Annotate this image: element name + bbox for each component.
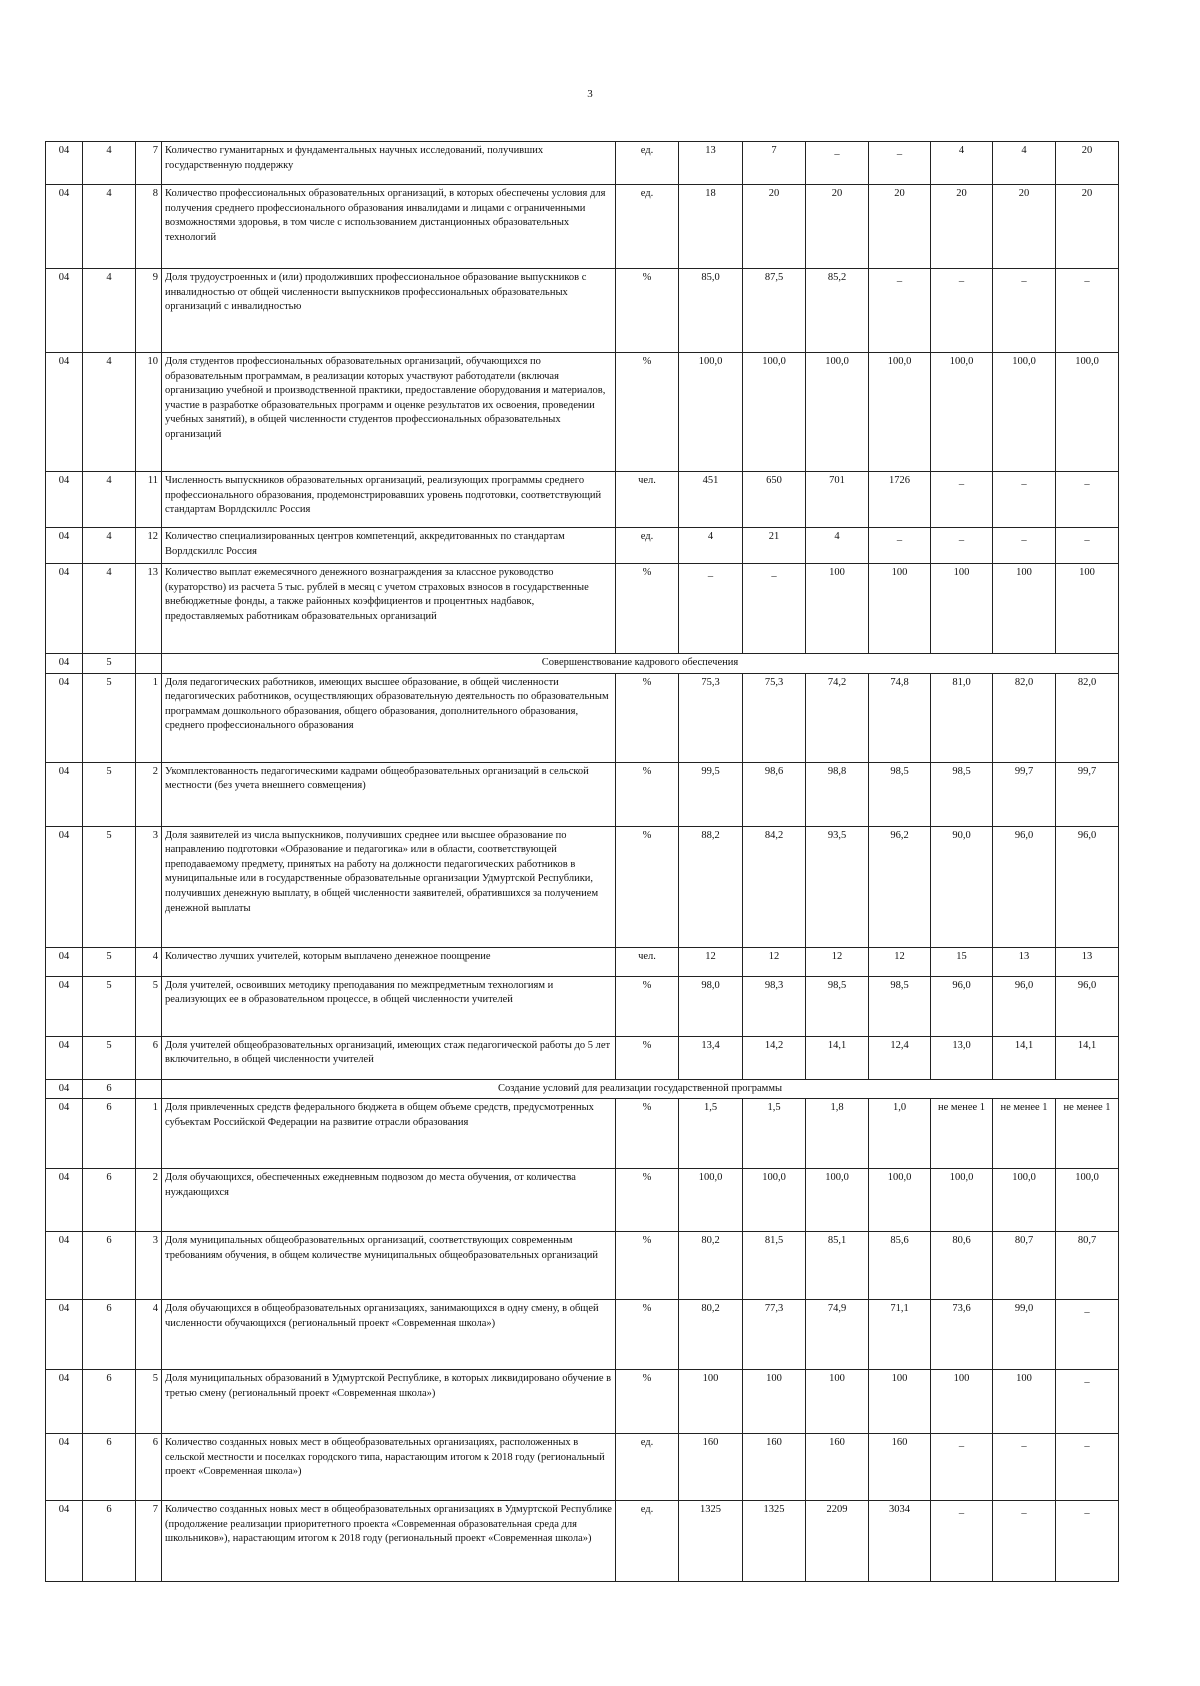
value-2023-cell: _ xyxy=(1056,1434,1119,1501)
unit-cell: чел. xyxy=(616,947,679,976)
value-2019-cell: 1,8 xyxy=(806,1099,869,1169)
indicator-name-cell: Количество выплат ежемесячного денежного вознаграждения за классное руководство (кураторство) из расчета 5 тыс. рублей в месяц с учетом страховых взносов в государственные внебюджетные фонды, а также районных коэффициентов и процентных надбавок, предоставляемых работникам образовательных организаций xyxy=(162,564,616,654)
value-2023-cell: _ xyxy=(1056,1501,1119,1582)
value-2018-cell: 87,5 xyxy=(743,269,806,353)
value-2017-cell: 1,5 xyxy=(679,1099,743,1169)
value-2017-cell: 12 xyxy=(679,947,743,976)
value-2018-cell: 160 xyxy=(743,1434,806,1501)
value-2022-cell: 100,0 xyxy=(993,1169,1056,1232)
value-2021-cell: 15 xyxy=(931,947,993,976)
value-2017-cell: 4 xyxy=(679,528,743,564)
indicator-name-cell: Численность выпускников образовательных организаций, реализующих программы среднего профессионального образования, продемонстрировавших уровень подготовки, соответствующий стандартам Ворлдскиллс Россия xyxy=(162,472,616,528)
value-2018-cell: 100 xyxy=(743,1370,806,1434)
value-2022-cell: 4 xyxy=(993,142,1056,185)
table-row xyxy=(46,947,1119,976)
value-2023-cell: не менее 1 xyxy=(1056,1099,1119,1169)
value-2021-cell: 98,5 xyxy=(931,762,993,826)
gp-code-cell: 04 xyxy=(46,826,83,947)
value-2017-cell: 100,0 xyxy=(679,353,743,472)
indicator-number-cell: 9 xyxy=(136,269,162,353)
unit-cell: ед. xyxy=(616,185,679,269)
value-2021-cell: _ xyxy=(931,1434,993,1501)
value-2018-cell: 7 xyxy=(743,142,806,185)
value-2018-cell: 98,3 xyxy=(743,976,806,1036)
unit-cell: % xyxy=(616,1300,679,1370)
table-row xyxy=(46,353,1119,472)
value-2020-cell: 98,5 xyxy=(869,976,931,1036)
value-2019-cell: 4 xyxy=(806,528,869,564)
value-2020-cell: 20 xyxy=(869,185,931,269)
value-2021-cell: 4 xyxy=(931,142,993,185)
value-2019-cell: 160 xyxy=(806,1434,869,1501)
value-2021-cell: 100 xyxy=(931,564,993,654)
value-2020-cell: _ xyxy=(869,528,931,564)
value-2019-cell: 100,0 xyxy=(806,1169,869,1232)
value-2017-cell: 98,0 xyxy=(679,976,743,1036)
value-2021-cell: 96,0 xyxy=(931,976,993,1036)
gp-code-cell: 04 xyxy=(46,564,83,654)
value-2019-cell: 100 xyxy=(806,564,869,654)
table-row xyxy=(46,1232,1119,1300)
value-2019-cell: 98,5 xyxy=(806,976,869,1036)
value-2019-cell: 85,2 xyxy=(806,269,869,353)
value-2020-cell: 12,4 xyxy=(869,1036,931,1079)
value-2023-cell: _ xyxy=(1056,1300,1119,1370)
unit-cell: % xyxy=(616,976,679,1036)
value-2020-cell: 85,6 xyxy=(869,1232,931,1300)
value-2018-cell: 21 xyxy=(743,528,806,564)
value-2022-cell: 100 xyxy=(993,564,1056,654)
indicator-name-cell: Доля муниципальных образований в Удмуртской Республике, в которых ликвидировано обучение в третью смену (региональный проект «Современная школа») xyxy=(162,1370,616,1434)
subprogram-code-cell: 6 xyxy=(83,1501,136,1582)
unit-cell: ед. xyxy=(616,142,679,185)
subprogram-code-cell: 6 xyxy=(83,1300,136,1370)
indicator-name-cell: Доля педагогических работников, имеющих высшее образование, в общей численности педагогических работников, осуществляющих образовательную деятельность по образовательным программам дошкольного образования, общего образования, дополнительного образования, среднего профессионального образования xyxy=(162,673,616,762)
unit-cell: ед. xyxy=(616,1434,679,1501)
indicator-name-cell: Доля муниципальных общеобразовательных организаций, соответствующих современным требованиям обучения, в общем количестве муниципальных общеобразовательных организаций xyxy=(162,1232,616,1300)
indicator-name-cell: Количество созданных новых мест в общеобразовательных организациях, расположенных в сельской местности и поселках городского типа, нарастающим итогом к 2018 году (региональный проект «Современная школа») xyxy=(162,1434,616,1501)
section-title: Создание условий для реализации государственной программы xyxy=(162,1079,1119,1099)
value-2019-cell: _ xyxy=(806,142,869,185)
value-2018-cell: 12 xyxy=(743,947,806,976)
table-row xyxy=(46,673,1119,762)
indicator-number-cell: 6 xyxy=(136,1036,162,1079)
value-2023-cell: 96,0 xyxy=(1056,826,1119,947)
subprogram-code-cell: 4 xyxy=(83,353,136,472)
unit-cell: % xyxy=(616,673,679,762)
value-2018-cell: 100,0 xyxy=(743,1169,806,1232)
subprogram-code-cell: 4 xyxy=(83,472,136,528)
value-2022-cell: 13 xyxy=(993,947,1056,976)
indicator-number-cell: 13 xyxy=(136,564,162,654)
gp-code-cell: 04 xyxy=(46,947,83,976)
page-number: 3 xyxy=(587,88,593,100)
table-row xyxy=(46,185,1119,269)
indicator-name-cell: Укомплектованность педагогическими кадрами общеобразовательных организаций в сельской местности (без учета внешнего совмещения) xyxy=(162,762,616,826)
subprogram-code-cell: 6 xyxy=(83,1099,136,1169)
value-2018-cell: 98,6 xyxy=(743,762,806,826)
value-2021-cell: _ xyxy=(931,472,993,528)
subprogram-code-cell: 5 xyxy=(83,947,136,976)
gp-code-cell: 04 xyxy=(46,762,83,826)
value-2018-cell: 1325 xyxy=(743,1501,806,1582)
value-2019-cell: 98,8 xyxy=(806,762,869,826)
value-2018-cell: 20 xyxy=(743,185,806,269)
value-2018-cell: 75,3 xyxy=(743,673,806,762)
value-2021-cell: 73,6 xyxy=(931,1300,993,1370)
subprogram-code-cell: 5 xyxy=(83,1036,136,1079)
subprogram-code-cell: 5 xyxy=(83,654,136,674)
subprogram-code-cell: 6 xyxy=(83,1169,136,1232)
subprogram-code-cell: 5 xyxy=(83,826,136,947)
unit-cell: % xyxy=(616,1099,679,1169)
value-2023-cell: 100 xyxy=(1056,564,1119,654)
unit-cell: % xyxy=(616,353,679,472)
value-2023-cell: 96,0 xyxy=(1056,976,1119,1036)
table-row xyxy=(46,142,1119,185)
value-2020-cell: 100,0 xyxy=(869,353,931,472)
value-2017-cell: 88,2 xyxy=(679,826,743,947)
value-2020-cell: 96,2 xyxy=(869,826,931,947)
indicator-number-cell: 2 xyxy=(136,1169,162,1232)
value-2021-cell: 100 xyxy=(931,1370,993,1434)
unit-cell: ед. xyxy=(616,1501,679,1582)
value-2022-cell: 99,7 xyxy=(993,762,1056,826)
gp-code-cell: 04 xyxy=(46,673,83,762)
gp-code-cell: 04 xyxy=(46,1036,83,1079)
value-2022-cell: 99,0 xyxy=(993,1300,1056,1370)
value-2021-cell: 81,0 xyxy=(931,673,993,762)
value-2019-cell: 85,1 xyxy=(806,1232,869,1300)
value-2023-cell: _ xyxy=(1056,472,1119,528)
indicator-number-cell: 6 xyxy=(136,1434,162,1501)
value-2019-cell: 12 xyxy=(806,947,869,976)
indicator-number-cell: 1 xyxy=(136,1099,162,1169)
unit-cell: % xyxy=(616,826,679,947)
gp-code-cell: 04 xyxy=(46,1169,83,1232)
indicator-number-cell: 2 xyxy=(136,762,162,826)
indicator-number-cell: 3 xyxy=(136,826,162,947)
table-row xyxy=(46,564,1119,654)
value-2020-cell: 12 xyxy=(869,947,931,976)
subprogram-code-cell: 4 xyxy=(83,185,136,269)
indicator-number-cell: 3 xyxy=(136,1232,162,1300)
value-2020-cell: 74,8 xyxy=(869,673,931,762)
value-2023-cell: 80,7 xyxy=(1056,1232,1119,1300)
unit-cell: % xyxy=(616,1370,679,1434)
value-2021-cell: 90,0 xyxy=(931,826,993,947)
value-2017-cell: 100,0 xyxy=(679,1169,743,1232)
table-row xyxy=(46,1501,1119,1582)
section-row xyxy=(46,1079,1119,1099)
value-2018-cell: 1,5 xyxy=(743,1099,806,1169)
value-2017-cell: 80,2 xyxy=(679,1232,743,1300)
value-2021-cell: 100,0 xyxy=(931,1169,993,1232)
value-2023-cell: 20 xyxy=(1056,185,1119,269)
value-2021-cell: _ xyxy=(931,269,993,353)
indicator-number-cell: 10 xyxy=(136,353,162,472)
table-row xyxy=(46,472,1119,528)
indicator-name-cell: Доля обучающихся в общеобразовательных организациях, занимающихся в одну смену, в общей численности обучающихся (региональный проект «Современная школа») xyxy=(162,1300,616,1370)
indicator-number-cell: 1 xyxy=(136,673,162,762)
table-row xyxy=(46,528,1119,564)
value-2021-cell: 13,0 xyxy=(931,1036,993,1079)
indicator-number-cell: 5 xyxy=(136,1370,162,1434)
indicator-name-cell: Количество специализированных центров компетенций, аккредитованных по стандартам Ворлдскиллс Россия xyxy=(162,528,616,564)
table-row xyxy=(46,976,1119,1036)
subprogram-code-cell: 6 xyxy=(83,1079,136,1099)
value-2018-cell: 81,5 xyxy=(743,1232,806,1300)
value-2023-cell: _ xyxy=(1056,269,1119,353)
value-2018-cell: _ xyxy=(743,564,806,654)
subprogram-code-cell: 6 xyxy=(83,1434,136,1501)
indicator-name-cell: Количество созданных новых мест в общеобразовательных организациях в Удмуртской Республике (продолжение реализации приоритетного проекта «Современная образовательная среда для школьников»), нарастающим итогом к 2018 году (региональный проект «Современная школа») xyxy=(162,1501,616,1582)
indicator-number-cell xyxy=(136,1079,162,1099)
value-2022-cell: 100,0 xyxy=(993,353,1056,472)
gp-code-cell: 04 xyxy=(46,1300,83,1370)
indicator-number-cell xyxy=(136,654,162,674)
value-2021-cell: 80,6 xyxy=(931,1232,993,1300)
indicator-name-cell: Доля трудоустроенных и (или) продолживших профессиональное образование выпускников с инвалидностью от общей численности выпускников профессиональных образовательных организаций с инвалидностью xyxy=(162,269,616,353)
value-2021-cell: _ xyxy=(931,528,993,564)
value-2018-cell: 84,2 xyxy=(743,826,806,947)
subprogram-code-cell: 4 xyxy=(83,528,136,564)
value-2023-cell: 14,1 xyxy=(1056,1036,1119,1079)
indicator-number-cell: 4 xyxy=(136,947,162,976)
value-2022-cell: _ xyxy=(993,1501,1056,1582)
unit-cell: % xyxy=(616,1169,679,1232)
value-2020-cell: 100 xyxy=(869,1370,931,1434)
subprogram-code-cell: 5 xyxy=(83,976,136,1036)
subprogram-code-cell: 5 xyxy=(83,762,136,826)
unit-cell: ед. xyxy=(616,528,679,564)
table-row xyxy=(46,826,1119,947)
subprogram-code-cell: 4 xyxy=(83,564,136,654)
value-2022-cell: _ xyxy=(993,472,1056,528)
value-2022-cell: 80,7 xyxy=(993,1232,1056,1300)
value-2020-cell: 1,0 xyxy=(869,1099,931,1169)
indicator-name-cell: Доля студентов профессиональных образовательных организаций, обучающихся по образовательным программам, в реализации которых участвуют работодатели (включая организацию учебной и производственной практики, предоставление оборудования и материалов, участие в разработке образовательных программ и оценке результатов их освоения, проведении учебных занятий), в общей численности студентов профессиональных образовательных организаций xyxy=(162,353,616,472)
indicator-number-cell: 7 xyxy=(136,142,162,185)
value-2019-cell: 100 xyxy=(806,1370,869,1434)
value-2022-cell: _ xyxy=(993,269,1056,353)
subprogram-code-cell: 6 xyxy=(83,1370,136,1434)
value-2023-cell: 82,0 xyxy=(1056,673,1119,762)
indicators-table xyxy=(45,141,1119,1582)
indicator-name-cell: Доля учителей общеобразовательных организаций, имеющих стаж педагогической работы до 5 лет включительно, в общей численности учителей xyxy=(162,1036,616,1079)
value-2022-cell: _ xyxy=(993,1434,1056,1501)
value-2018-cell: 100,0 xyxy=(743,353,806,472)
indicator-number-cell: 5 xyxy=(136,976,162,1036)
indicator-name-cell: Количество гуманитарных и фундаментальных научных исследований, получивших государственную поддержку xyxy=(162,142,616,185)
indicator-number-cell: 8 xyxy=(136,185,162,269)
section-row xyxy=(46,654,1119,674)
table-row xyxy=(46,1036,1119,1079)
value-2017-cell: 85,0 xyxy=(679,269,743,353)
unit-cell: % xyxy=(616,269,679,353)
table-row xyxy=(46,1099,1119,1169)
indicator-number-cell: 11 xyxy=(136,472,162,528)
value-2022-cell: 20 xyxy=(993,185,1056,269)
value-2020-cell: _ xyxy=(869,142,931,185)
value-2017-cell: 13 xyxy=(679,142,743,185)
value-2019-cell: 100,0 xyxy=(806,353,869,472)
value-2017-cell: 451 xyxy=(679,472,743,528)
table-row xyxy=(46,1434,1119,1501)
gp-code-cell: 04 xyxy=(46,1370,83,1434)
value-2017-cell: 100 xyxy=(679,1370,743,1434)
indicator-name-cell: Доля привлеченных средств федерального бюджета в общем объеме средств, предусмотренных субъектам Российской Федерации на развитие отрасли образования xyxy=(162,1099,616,1169)
value-2023-cell: _ xyxy=(1056,1370,1119,1434)
indicator-name-cell: Количество профессиональных образовательных организаций, в которых обеспечены условия для получения среднего профессионального образования инвалидами и лицами с ограниченными возможностями здоровья, в том числе с использованием дистанционных образовательных технологий xyxy=(162,185,616,269)
value-2019-cell: 93,5 xyxy=(806,826,869,947)
subprogram-code-cell: 5 xyxy=(83,673,136,762)
table-row xyxy=(46,1169,1119,1232)
gp-code-cell: 04 xyxy=(46,1434,83,1501)
value-2023-cell: 13 xyxy=(1056,947,1119,976)
unit-cell: % xyxy=(616,1232,679,1300)
value-2023-cell: 100,0 xyxy=(1056,1169,1119,1232)
unit-cell: % xyxy=(616,762,679,826)
gp-code-cell: 04 xyxy=(46,1232,83,1300)
value-2019-cell: 2209 xyxy=(806,1501,869,1582)
indicator-name-cell: Доля учителей, освоивших методику преподавания по межпредметным технологиям и реализующих ее в образовательном процессе, в общей численности учителей xyxy=(162,976,616,1036)
gp-code-cell: 04 xyxy=(46,269,83,353)
value-2017-cell: _ xyxy=(679,564,743,654)
subprogram-code-cell: 4 xyxy=(83,142,136,185)
value-2020-cell: 160 xyxy=(869,1434,931,1501)
gp-code-cell: 04 xyxy=(46,1501,83,1582)
unit-cell: % xyxy=(616,564,679,654)
value-2023-cell: _ xyxy=(1056,528,1119,564)
value-2017-cell: 80,2 xyxy=(679,1300,743,1370)
gp-code-cell: 04 xyxy=(46,185,83,269)
value-2020-cell: 100 xyxy=(869,564,931,654)
value-2023-cell: 20 xyxy=(1056,142,1119,185)
value-2020-cell: 1726 xyxy=(869,472,931,528)
value-2021-cell: 100,0 xyxy=(931,353,993,472)
gp-code-cell: 04 xyxy=(46,472,83,528)
table-row xyxy=(46,1300,1119,1370)
value-2017-cell: 13,4 xyxy=(679,1036,743,1079)
value-2021-cell: не менее 1 xyxy=(931,1099,993,1169)
value-2022-cell: 14,1 xyxy=(993,1036,1056,1079)
gp-code-cell: 04 xyxy=(46,1079,83,1099)
indicator-number-cell: 7 xyxy=(136,1501,162,1582)
gp-code-cell: 04 xyxy=(46,353,83,472)
value-2023-cell: 99,7 xyxy=(1056,762,1119,826)
value-2022-cell: 82,0 xyxy=(993,673,1056,762)
value-2022-cell: 100 xyxy=(993,1370,1056,1434)
subprogram-code-cell: 4 xyxy=(83,269,136,353)
value-2022-cell: 96,0 xyxy=(993,976,1056,1036)
value-2017-cell: 1325 xyxy=(679,1501,743,1582)
value-2018-cell: 14,2 xyxy=(743,1036,806,1079)
gp-code-cell: 04 xyxy=(46,976,83,1036)
gp-code-cell: 04 xyxy=(46,528,83,564)
value-2020-cell: 100,0 xyxy=(869,1169,931,1232)
value-2018-cell: 650 xyxy=(743,472,806,528)
section-title: Совершенствование кадрового обеспечения xyxy=(162,654,1119,674)
gp-code-cell: 04 xyxy=(46,654,83,674)
table-row xyxy=(46,762,1119,826)
value-2017-cell: 160 xyxy=(679,1434,743,1501)
value-2020-cell: _ xyxy=(869,269,931,353)
value-2018-cell: 77,3 xyxy=(743,1300,806,1370)
value-2017-cell: 18 xyxy=(679,185,743,269)
value-2020-cell: 3034 xyxy=(869,1501,931,1582)
value-2020-cell: 71,1 xyxy=(869,1300,931,1370)
value-2021-cell: 20 xyxy=(931,185,993,269)
indicator-number-cell: 4 xyxy=(136,1300,162,1370)
table-row xyxy=(46,269,1119,353)
indicator-name-cell: Доля обучающихся, обеспеченных ежедневным подвозом до места обучения, от количества нуждающихся xyxy=(162,1169,616,1232)
value-2017-cell: 99,5 xyxy=(679,762,743,826)
indicator-name-cell: Количество лучших учителей, которым выплачено денежное поощрение xyxy=(162,947,616,976)
value-2022-cell: не менее 1 xyxy=(993,1099,1056,1169)
indicator-number-cell: 12 xyxy=(136,528,162,564)
value-2023-cell: 100,0 xyxy=(1056,353,1119,472)
unit-cell: % xyxy=(616,1036,679,1079)
value-2019-cell: 74,2 xyxy=(806,673,869,762)
value-2022-cell: _ xyxy=(993,528,1056,564)
gp-code-cell: 04 xyxy=(46,1099,83,1169)
value-2022-cell: 96,0 xyxy=(993,826,1056,947)
value-2019-cell: 74,9 xyxy=(806,1300,869,1370)
table-row xyxy=(46,1370,1119,1434)
subprogram-code-cell: 6 xyxy=(83,1232,136,1300)
indicator-name-cell: Доля заявителей из числа выпускников, получивших среднее или высшее образование по направлению подготовки «Образование и педагогика» или в области, соответствующей преподаваемому предмету, принятых на работу на должности педагогических работников в муниципальные или в государственные образовательные организации Удмуртской Республики, получивших денежную выплату, в общей численности заявителей, обратившихся за получением денежной выплаты xyxy=(162,826,616,947)
value-2017-cell: 75,3 xyxy=(679,673,743,762)
value-2019-cell: 701 xyxy=(806,472,869,528)
value-2019-cell: 14,1 xyxy=(806,1036,869,1079)
value-2019-cell: 20 xyxy=(806,185,869,269)
value-2020-cell: 98,5 xyxy=(869,762,931,826)
unit-cell: чел. xyxy=(616,472,679,528)
value-2021-cell: _ xyxy=(931,1501,993,1582)
gp-code-cell: 04 xyxy=(46,142,83,185)
